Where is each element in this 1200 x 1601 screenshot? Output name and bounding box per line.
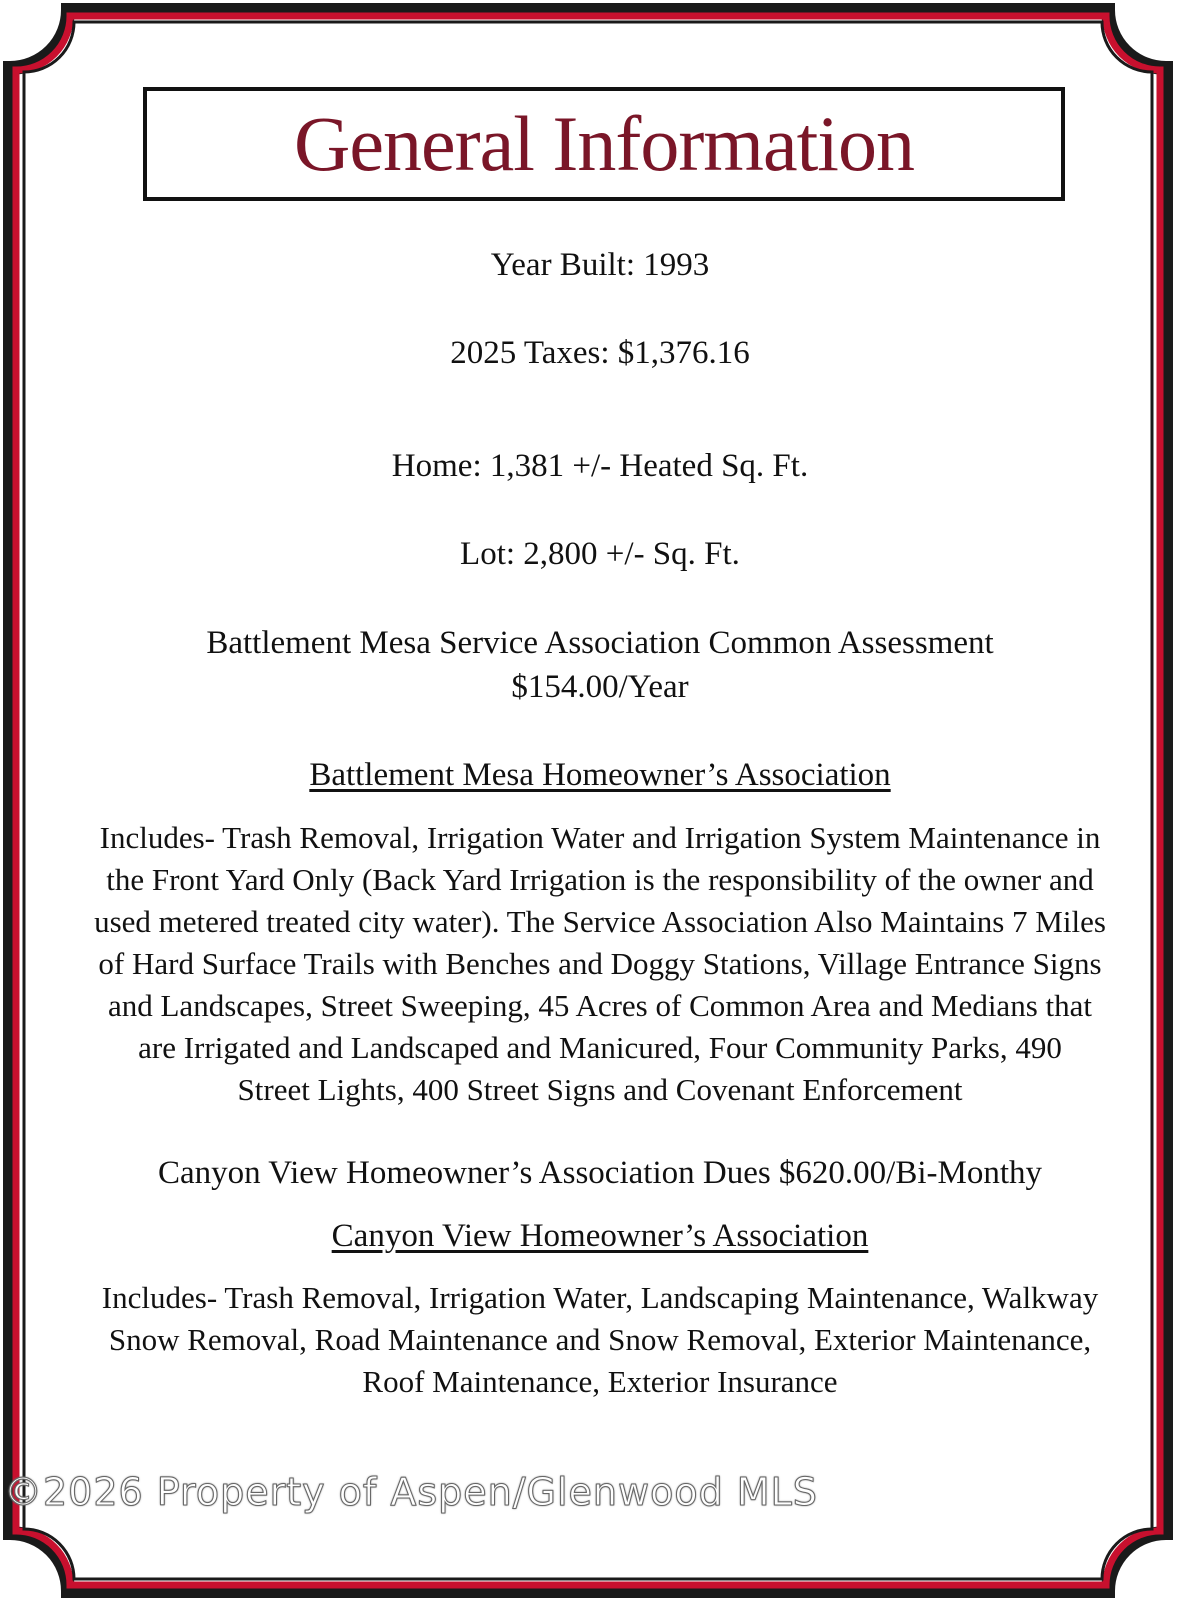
bmha-line: Includes- Trash Removal, Irrigation Water and Irrigation System Maintenance in: [99, 820, 1101, 855]
bmha-heading: Battlement Mesa Homeowner’s Association: [309, 757, 891, 793]
bmha-heading-row: [0, 753, 1200, 797]
cvha-heading: Canyon View Homeowner’s Association: [331, 1218, 869, 1254]
title-box: [143, 87, 1065, 201]
cv-dues: Canyon View Homeowner’s Association Dues $620.00/Bi-Monthy: [157, 1155, 1043, 1191]
bmsa-assessment-line1: Battlement Mesa Service Association Common Assessment: [206, 625, 994, 661]
lot-size: Lot: 2,800 +/- Sq. Ft.: [460, 536, 740, 572]
bmha-line: Street Lights, 400 Street Signs and Covenant Enforcement: [237, 1072, 963, 1107]
cvha-description: [20, 1277, 1180, 1403]
page-title: General Information: [294, 100, 914, 187]
cvha-heading-row: [0, 1214, 1200, 1258]
bmha-line: of Hard Surface Trails with Benches and Doggy Stations, Village Entrance Signs: [98, 946, 1102, 981]
home-size: Home: 1,381 +/- Heated Sq. Ft.: [391, 448, 809, 484]
taxes: 2025 Taxes: $1,376.16: [450, 335, 750, 371]
bmha-description: [20, 817, 1180, 1111]
bmsa-assessment-line2: $154.00/Year: [511, 669, 689, 705]
mls-watermark: ©2026 Property of Aspen/Glenwood MLS: [4, 1470, 818, 1514]
bmha-line: used metered treated city water). The Service Association Also Maintains 7 Miles: [94, 904, 1106, 939]
year-built: Year Built: 1993: [490, 247, 710, 283]
bmha-line: are Irrigated and Landscaped and Manicured, Four Community Parks, 490: [138, 1030, 1062, 1065]
bmha-line: the Front Yard Only (Back Yard Irrigation is the responsibility of the owner and: [106, 862, 1094, 897]
cvha-line: Roof Maintenance, Exterior Insurance: [362, 1364, 838, 1399]
bmha-line: and Landscapes, Street Sweeping, 45 Acres of Common Area and Medians that: [107, 988, 1092, 1023]
cvha-line: Includes- Trash Removal, Irrigation Water, Landscaping Maintenance, Walkway: [101, 1280, 1099, 1315]
cvha-line: Snow Removal, Road Maintenance and Snow Removal, Exterior Maintenance,: [108, 1322, 1092, 1357]
